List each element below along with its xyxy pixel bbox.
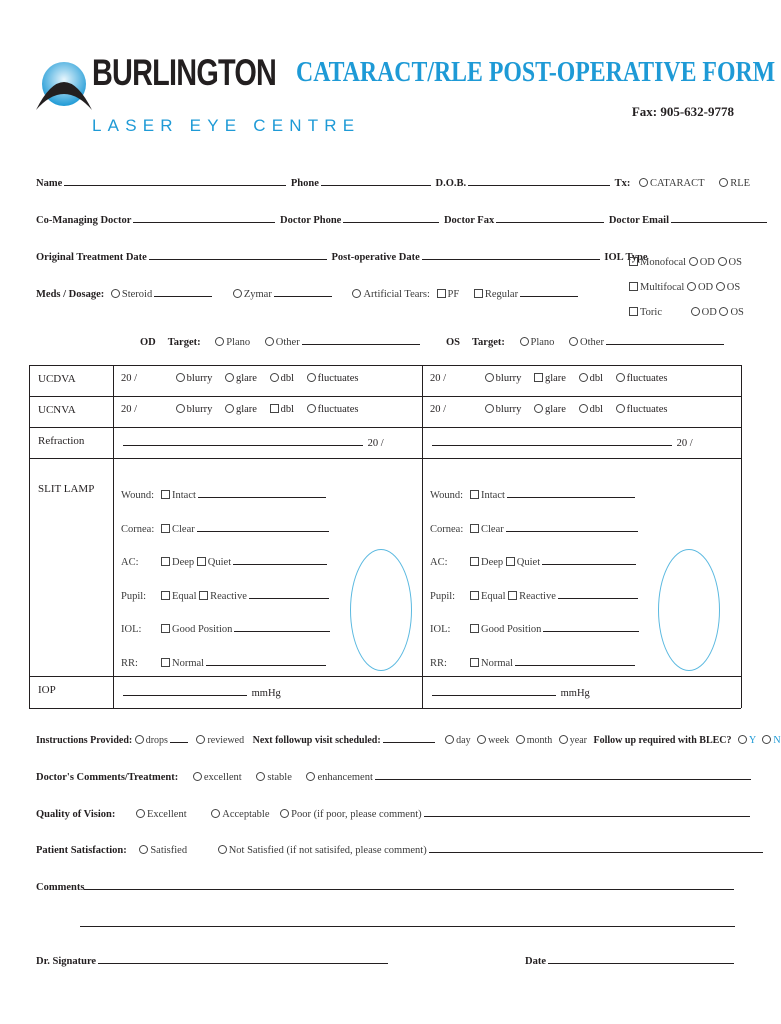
clear-checkbox[interactable]	[161, 524, 170, 533]
multifocal-label: Multifocal	[640, 282, 685, 293]
normal-checkbox[interactable]	[161, 658, 170, 667]
phone-field[interactable]	[321, 176, 431, 186]
regular-field[interactable]	[520, 287, 578, 297]
row-comanaging	[36, 213, 769, 226]
quiet-label: Quiet	[207, 557, 232, 568]
iol-label: IOL:	[121, 624, 142, 635]
not-satisfied-label: Not Satisfied (if not satisifed, please comment)	[228, 845, 427, 856]
dbl-radio[interactable]	[270, 373, 279, 382]
refraction-os	[430, 436, 693, 449]
blurry-radio[interactable]	[176, 404, 185, 413]
glare-label: glare	[544, 404, 566, 415]
va-20: 20 /	[367, 438, 384, 449]
rr-field[interactable]	[206, 656, 326, 666]
tx-label: Tx:	[614, 178, 631, 189]
quality-acceptable-radio[interactable]	[211, 809, 220, 818]
row-dates	[36, 250, 648, 263]
orig-date-label: Original Treatment Date	[36, 252, 147, 263]
blurry-label: blurry	[495, 373, 522, 384]
ucdva-od	[121, 373, 358, 384]
zymar-field[interactable]	[274, 287, 332, 297]
cataract-radio[interactable]	[639, 178, 648, 187]
pupil-field[interactable]	[249, 589, 329, 599]
fluctuates-label: fluctuates	[626, 373, 668, 384]
yes-label: Y	[749, 735, 756, 746]
iol-options	[629, 250, 744, 325]
blurry-label: blurry	[186, 373, 213, 384]
dbl-label: dbl	[589, 404, 604, 415]
name-label: Name	[36, 178, 63, 189]
od-label: OD	[697, 282, 714, 293]
reviewed-radio[interactable]	[196, 735, 205, 744]
va-20: 20 /	[430, 404, 447, 415]
iol-field[interactable]	[543, 622, 639, 632]
ucnva-label: UCNVA	[38, 404, 76, 416]
os-other-field[interactable]	[606, 335, 724, 345]
drops-field[interactable]	[170, 733, 188, 743]
dob-field[interactable]	[468, 176, 610, 186]
excellent-label: excellent	[203, 772, 242, 783]
fluctuates-radio[interactable]	[307, 404, 316, 413]
good-position-checkbox[interactable]	[161, 624, 170, 633]
instructions-label: Instructions Provided:	[36, 735, 133, 746]
row-instructions	[36, 733, 781, 746]
enhancement-label: enhancement	[317, 772, 373, 783]
steroid-radio[interactable]	[111, 289, 120, 298]
date-label: Date	[525, 956, 546, 967]
col-line	[113, 365, 114, 708]
no-radio[interactable]	[762, 735, 771, 744]
reviewed-label: reviewed	[207, 735, 245, 746]
not-satisfied-radio[interactable]	[218, 845, 227, 854]
reactive-checkbox[interactable]	[199, 591, 208, 600]
plano-label: Plano	[530, 337, 555, 348]
good-position-checkbox[interactable]	[470, 624, 479, 633]
postop-date-field[interactable]	[422, 250, 600, 260]
os-label: OS	[726, 282, 741, 293]
os-plano-radio[interactable]	[520, 337, 529, 346]
form-title: CATARACT/RLE POST-OPERATIVE FORM	[296, 57, 776, 88]
rr-label: RR:	[121, 657, 138, 669]
os-label: OS	[728, 257, 742, 268]
enhancement-radio[interactable]	[306, 772, 315, 781]
deep-checkbox[interactable]	[470, 557, 479, 566]
equal-label: Equal	[172, 590, 197, 602]
logo-name: BURLINGTON	[92, 52, 277, 93]
no-label: N	[773, 735, 781, 746]
clear-label: Clear	[481, 523, 504, 535]
dbl-radio[interactable]	[579, 404, 588, 413]
deep-checkbox[interactable]	[161, 557, 170, 566]
iop-os	[430, 686, 590, 699]
signature-label: Dr. Signature	[36, 956, 97, 967]
refraction-os-field[interactable]	[432, 436, 672, 446]
logo-sub: LASER EYE CENTRE	[92, 116, 361, 135]
fluctuates-radio[interactable]	[307, 373, 316, 382]
glare-label: glare	[235, 404, 257, 415]
normal-label: Normal	[172, 657, 205, 669]
monofocal-label: Monofocal	[640, 257, 687, 268]
row-line	[29, 396, 741, 397]
doctor-email-label: Doctor Email	[608, 215, 670, 226]
quality-poor-label: Poor (if poor, please comment)	[291, 809, 422, 820]
va-20: 20 /	[430, 373, 447, 384]
zymar-label: Zymar	[243, 289, 272, 300]
fluctuates-label: fluctuates	[317, 373, 359, 384]
stable-radio[interactable]	[256, 772, 265, 781]
doctor-comments-label: Doctor's Comments/Treatment:	[36, 772, 179, 783]
iop-od	[121, 686, 281, 699]
satisfied-label: Satisfied	[150, 845, 188, 856]
comments-field[interactable]	[84, 880, 734, 890]
multifocal-od-radio[interactable]	[687, 282, 696, 291]
equal-checkbox[interactable]	[470, 591, 479, 600]
toric-os-radio[interactable]	[719, 307, 728, 316]
meds-label: Meds / Dosage:	[36, 289, 105, 300]
va-20: 20 /	[121, 373, 138, 384]
excellent-radio[interactable]	[193, 772, 202, 781]
os-eye-drawing-circle[interactable]	[658, 549, 720, 671]
fluctuates-label: fluctuates	[626, 404, 668, 415]
satisfaction-field[interactable]	[429, 843, 763, 853]
multifocal-os-radio[interactable]	[716, 282, 725, 291]
monofocal-checkbox[interactable]	[629, 257, 638, 266]
artificial-label: Artificial Tears:	[363, 289, 430, 300]
reactive-label: Reactive	[519, 590, 556, 602]
row-doctor-comments	[36, 770, 753, 783]
od-label: OD	[140, 337, 156, 348]
steroid-label: Steroid	[121, 289, 153, 300]
fluctuates-label: fluctuates	[317, 404, 359, 415]
rle-label: RLE	[730, 178, 751, 189]
ucdva-label: UCDVA	[38, 373, 76, 385]
dbl-label: dbl	[280, 373, 295, 384]
satisfied-radio[interactable]	[139, 845, 148, 854]
deep-label: Deep	[481, 557, 504, 568]
cataract-label: CATARACT	[649, 178, 705, 189]
dbl-label: dbl	[280, 404, 295, 415]
orig-date-field[interactable]	[149, 250, 327, 260]
ac-label: AC:	[121, 557, 139, 568]
cornea-label: Cornea:	[121, 523, 155, 535]
deep-label: Deep	[172, 557, 195, 568]
comanaging-field[interactable]	[133, 213, 275, 223]
od-label: OD	[701, 307, 717, 318]
plano-label: Plano	[226, 337, 251, 348]
normal-checkbox[interactable]	[470, 658, 479, 667]
table-bottom	[29, 708, 741, 709]
blurry-radio[interactable]	[485, 404, 494, 413]
ucdva-os	[430, 373, 667, 384]
od-label: OD	[699, 257, 715, 268]
iop-label: IOP	[38, 684, 56, 696]
dbl-checkbox[interactable]	[270, 404, 279, 413]
dbl-radio[interactable]	[579, 373, 588, 382]
blurry-label: blurry	[186, 404, 213, 415]
equal-label: Equal	[481, 590, 506, 602]
mmhg-label: mmHg	[560, 688, 590, 699]
fax-number: Fax: 905-632-9778	[631, 104, 734, 119]
dob-label: D.O.B.	[435, 178, 467, 189]
quiet-checkbox[interactable]	[506, 557, 515, 566]
month-label: month	[526, 735, 553, 746]
equal-checkbox[interactable]	[161, 591, 170, 600]
row-line	[29, 458, 741, 459]
rle-radio[interactable]	[719, 178, 728, 187]
intact-checkbox[interactable]	[161, 490, 170, 499]
satisfaction-label: Patient Satisfaction:	[36, 845, 127, 856]
slit-lamp-od	[121, 479, 332, 680]
row-satisfaction	[36, 843, 765, 856]
fluctuates-radio[interactable]	[616, 404, 625, 413]
glare-radio[interactable]	[225, 373, 234, 382]
iol-type-label: IOL Type	[604, 252, 648, 263]
date-field[interactable]	[548, 954, 734, 964]
yes-radio[interactable]	[738, 735, 747, 744]
os-label: OS	[446, 337, 461, 348]
logo	[34, 52, 361, 144]
quality-acceptable-label: Acceptable	[222, 809, 270, 820]
target-label: Target:	[167, 337, 201, 348]
quiet-label: Quiet	[516, 557, 541, 568]
col-line	[422, 365, 423, 708]
va-20: 20 /	[121, 404, 138, 415]
ac-label: AC:	[430, 557, 448, 568]
year-label: year	[569, 735, 588, 746]
glare-radio[interactable]	[225, 404, 234, 413]
glare-label: glare	[544, 373, 566, 384]
regular-label: Regular	[484, 289, 519, 300]
row-quality	[36, 807, 752, 820]
multifocal-checkbox[interactable]	[629, 282, 638, 291]
row-signature	[36, 954, 390, 967]
od-other-radio[interactable]	[265, 337, 274, 346]
blurry-radio[interactable]	[176, 373, 185, 382]
day-radio[interactable]	[445, 735, 454, 744]
pf-checkbox[interactable]	[437, 289, 446, 298]
comments-line-2[interactable]	[80, 917, 735, 927]
quality-field[interactable]	[424, 807, 750, 817]
toric-checkbox[interactable]	[629, 307, 638, 316]
mmhg-label: mmHg	[251, 688, 281, 699]
monofocal-os-radio[interactable]	[718, 257, 727, 266]
wound-label: Wound:	[430, 490, 463, 501]
logo-eye-icon	[34, 56, 94, 116]
other-label: Other	[275, 337, 300, 348]
glare-radio[interactable]	[534, 404, 543, 413]
cornea-field[interactable]	[197, 522, 329, 532]
next-visit-label: Next followup visit scheduled:	[252, 735, 381, 746]
cornea-label: Cornea:	[430, 523, 464, 535]
phone-label: Phone	[290, 178, 319, 189]
wound-label: Wound:	[121, 490, 154, 501]
quality-excellent-label: Excellent	[146, 809, 187, 820]
clear-label: Clear	[172, 523, 195, 535]
ac-field[interactable]	[233, 555, 327, 565]
doctor-fax-label: Doctor Fax	[443, 215, 495, 226]
row-comments	[36, 880, 736, 893]
refraction-od	[121, 436, 384, 449]
iol-label: IOL:	[430, 624, 451, 635]
follow-up-label: Follow up required with BLEC?	[593, 735, 732, 746]
os-other-radio[interactable]	[569, 337, 578, 346]
pupil-label: Pupil:	[121, 590, 147, 602]
comments-label: Comments	[36, 882, 85, 893]
refraction-od-field[interactable]	[123, 436, 363, 446]
doctor-comments-field[interactable]	[375, 770, 751, 780]
row-date	[525, 954, 736, 967]
good-position-label: Good Position	[172, 624, 233, 635]
row-name	[36, 176, 750, 189]
doctor-phone-field[interactable]	[343, 213, 439, 223]
quality-poor-radio[interactable]	[280, 809, 289, 818]
intact-label: Intact	[481, 490, 505, 501]
fluctuates-radio[interactable]	[616, 373, 625, 382]
rr-field[interactable]	[515, 656, 635, 666]
slit-lamp-os	[430, 479, 641, 680]
refraction-label: Refraction	[38, 435, 85, 447]
next-visit-field[interactable]	[383, 733, 435, 743]
steroid-field[interactable]	[154, 287, 212, 297]
doctor-email-field[interactable]	[671, 213, 767, 223]
iol-field[interactable]	[234, 622, 330, 632]
drops-radio[interactable]	[135, 735, 144, 744]
od-target	[140, 335, 422, 348]
pupil-field[interactable]	[558, 589, 638, 599]
stable-label: stable	[267, 772, 292, 783]
table-top	[29, 365, 741, 366]
day-label: day	[456, 735, 471, 746]
clear-checkbox[interactable]	[470, 524, 479, 533]
regular-checkbox[interactable]	[474, 289, 483, 298]
toric-label: Toric	[640, 307, 663, 318]
blurry-label: blurry	[495, 404, 522, 415]
doctor-phone-label: Doctor Phone	[280, 215, 342, 226]
pf-label: PF	[447, 289, 460, 300]
pupil-label: Pupil:	[430, 590, 456, 602]
od-other-field[interactable]	[302, 335, 420, 345]
slit-lamp-label: SLIT LAMP	[38, 483, 95, 495]
col-line	[29, 365, 30, 708]
os-target	[446, 335, 726, 348]
normal-label: Normal	[481, 657, 514, 669]
glare-label: glare	[235, 373, 257, 384]
wound-field[interactable]	[507, 488, 635, 498]
ucnva-od	[121, 404, 358, 415]
month-radio[interactable]	[516, 735, 525, 744]
va-20: 20 /	[676, 438, 693, 449]
toric-od-radio[interactable]	[691, 307, 700, 316]
good-position-label: Good Position	[481, 624, 542, 635]
year-radio[interactable]	[559, 735, 568, 744]
intact-label: Intact	[172, 490, 196, 501]
zymar-radio[interactable]	[233, 289, 242, 298]
reactive-label: Reactive	[210, 590, 247, 602]
od-plano-radio[interactable]	[215, 337, 224, 346]
doctor-fax-field[interactable]	[496, 213, 604, 223]
comanaging-label: Co-Managing Doctor	[36, 215, 132, 226]
blurry-radio[interactable]	[485, 373, 494, 382]
wound-field[interactable]	[198, 488, 326, 498]
signature-field[interactable]	[98, 954, 388, 964]
os-label: OS	[730, 307, 744, 318]
week-label: week	[488, 735, 510, 746]
postop-date-label: Post-operative Date	[331, 252, 420, 263]
iop-os-field[interactable]	[432, 686, 556, 696]
intact-checkbox[interactable]	[470, 490, 479, 499]
dbl-label: dbl	[589, 373, 604, 384]
quiet-checkbox[interactable]	[197, 557, 206, 566]
col-line	[741, 365, 742, 708]
week-radio[interactable]	[477, 735, 486, 744]
rr-label: RR:	[430, 657, 447, 669]
ac-field[interactable]	[542, 555, 636, 565]
glare-checkbox[interactable]	[534, 373, 543, 382]
quality-excellent-radio[interactable]	[136, 809, 145, 818]
iop-od-field[interactable]	[123, 686, 247, 696]
reactive-checkbox[interactable]	[508, 591, 517, 600]
target-label: Target:	[472, 337, 505, 348]
artificial-radio[interactable]	[352, 289, 361, 298]
quality-label: Quality of Vision:	[36, 809, 116, 820]
row-line	[29, 427, 741, 428]
cornea-field[interactable]	[506, 522, 638, 532]
drops-label: drops	[145, 735, 168, 746]
row-meds	[36, 287, 580, 300]
name-field[interactable]	[64, 176, 286, 186]
monofocal-od-radio[interactable]	[689, 257, 698, 266]
ucnva-os	[430, 404, 667, 415]
other-label: Other	[580, 337, 604, 348]
od-eye-drawing-circle[interactable]	[350, 549, 412, 671]
